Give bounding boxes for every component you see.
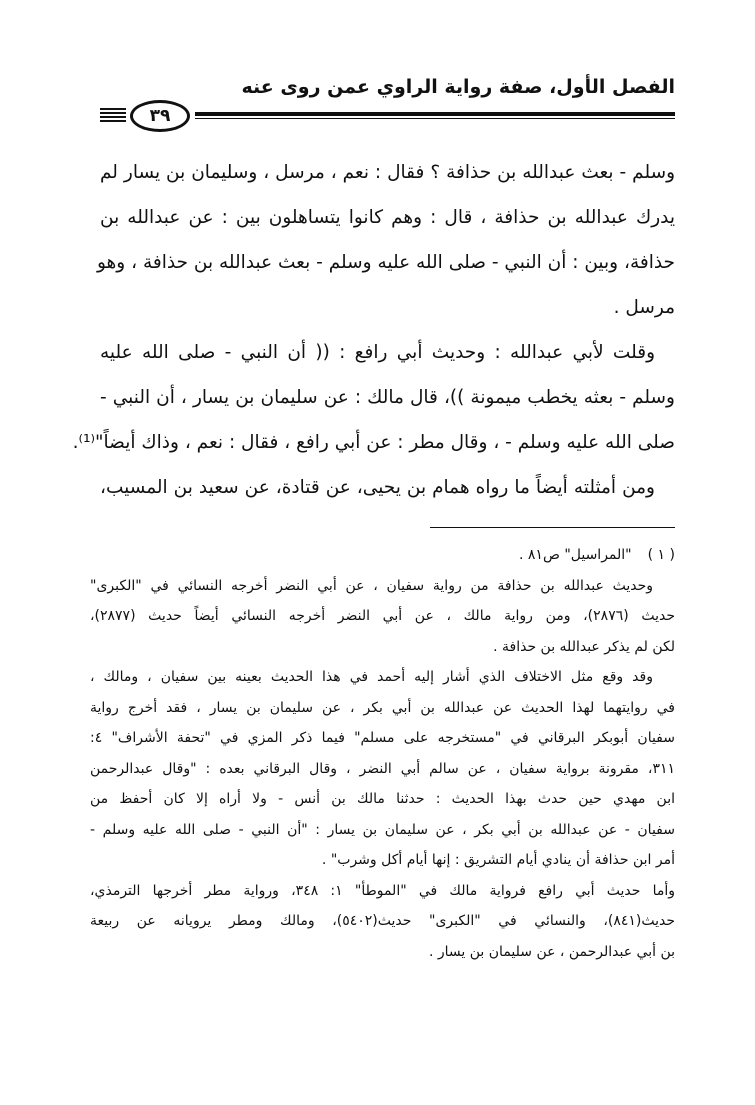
- footnote-line: أمر ابن حذافة أن ينادي أيام التشريق : إنها أيام أكل وشرب" .: [321, 852, 675, 868]
- footnote-marker: ( ١ ): [647, 547, 675, 563]
- footnote-line: وأما حديث أبي رافع فرواية مالك في "الموطأ" ١: ٣٤٨، ورواية مطر أخرجها الترمذي،: [90, 882, 676, 899]
- text-line: حذافة، وبين : أن النبي - صلى الله عليه وسلم - بعث عبدالله بن حذافة ، وهو: [96, 252, 675, 273]
- page-number: ٣٩: [130, 100, 190, 132]
- decorative-hatch: [100, 108, 126, 124]
- footnote-text: "المراسيل" ص٨١ .: [518, 547, 632, 563]
- footnote-line: في روايتهما لهذا الحديث عن عبدالله بن أبي بكر ، عن سليمان بن يسار ، فقد أخرج رواية: [90, 699, 675, 716]
- header-rule-thin: [195, 118, 675, 119]
- footnotes: [90, 540, 675, 967]
- footnote-line: وقد وقع مثل الاختلاف الذي أشار إليه أحمد في هذا الحديث بعينه بين سفيان ، ومالك ،: [90, 669, 653, 685]
- text-line: وسلم - بعثه يخطب ميمونة ))، قال مالك : عن سليمان بن يسار ، أن النبي -: [100, 387, 675, 408]
- footnote-line: حديث (٢٨٧٦)، ومن رواية مالك ، عن أبي النضر أخرجه النسائي أيضاً حديث (٢٨٧٧)،: [90, 608, 675, 624]
- footnote-separator: [430, 527, 675, 528]
- text-line: مرسل .: [613, 297, 675, 318]
- footnote-line: سفيان أبوبكر البرقاني في "مستخرجه على مسلم" فيما ذكر المزي في "تحفة الأشراف" ٤:: [90, 730, 675, 746]
- text-line: وقلت لأبي عبدالله : وحديث أبي رافع : (( أن النبي - صلى الله عليه: [100, 342, 655, 363]
- paragraph-2: [72, 330, 675, 465]
- footnote-line: حديث(٨٤١)، والنسائي في "الكبرى" حديث(٥٤٠٢)، ومالك ومطر يرويانه عن ربيعة: [90, 913, 676, 929]
- text-line: وسلم - بعث عبدالله بن حذافة ؟ فقال : نعم ، مرسل ، وسليمان بن يسار لم: [100, 162, 675, 183]
- footnote-line: بن أبي عبدالرحمن ، عن سليمان بن يسار .: [429, 943, 675, 960]
- footnote-line: لكن لم يذكر عبدالله بن حذافة .: [493, 638, 675, 655]
- header-rule: [195, 112, 675, 116]
- text-line: ومن أمثلته أيضاً ما رواه همام بن يحيى، عن قتادة، عن سعيد بن المسيب،: [100, 477, 655, 498]
- paragraph-1: [96, 150, 675, 330]
- body-text: [72, 150, 675, 510]
- footnote-1-first-line: [90, 540, 675, 571]
- footnote-line: سفيان - عن عبدالله بن أبي بكر ، عن سليمان بن يسار : "أن النبي - صلى الله عليه وسلم -: [90, 821, 675, 838]
- text-line: يدرك عبدالله بن حذافة ، قال : وهم كانوا يتساهلون بين : عن عبدالله بن: [100, 207, 675, 228]
- text-line: صلى الله عليه وسلم - ، وقال مطر : عن أبي رافع ، فقال : نعم ، وذاك أيضاً"⁽¹⁾.: [72, 432, 675, 453]
- paragraph-3: [100, 465, 675, 510]
- running-title: الفصل الأول، صفة رواية الراوي عمن روى عنه: [241, 76, 675, 98]
- page-header: [100, 72, 675, 132]
- footnote-line: وحديث عبدالله بن حذافة من رواية سفيان ، عن أبي النضر أخرجه النسائي في "الكبرى": [90, 577, 653, 594]
- footnote-line: ابن مهدي حين حدث بهذا الحديث : حدثنا مالك بن أنس - ولا أراه إلا كان أحفظ من: [90, 791, 675, 807]
- footnote-line: ٣١١، مقرونة برواية سفيان ، عن سالم أبي النضر ، وقال البرقاني بعده : "وقال عبدالرحمن: [90, 760, 675, 777]
